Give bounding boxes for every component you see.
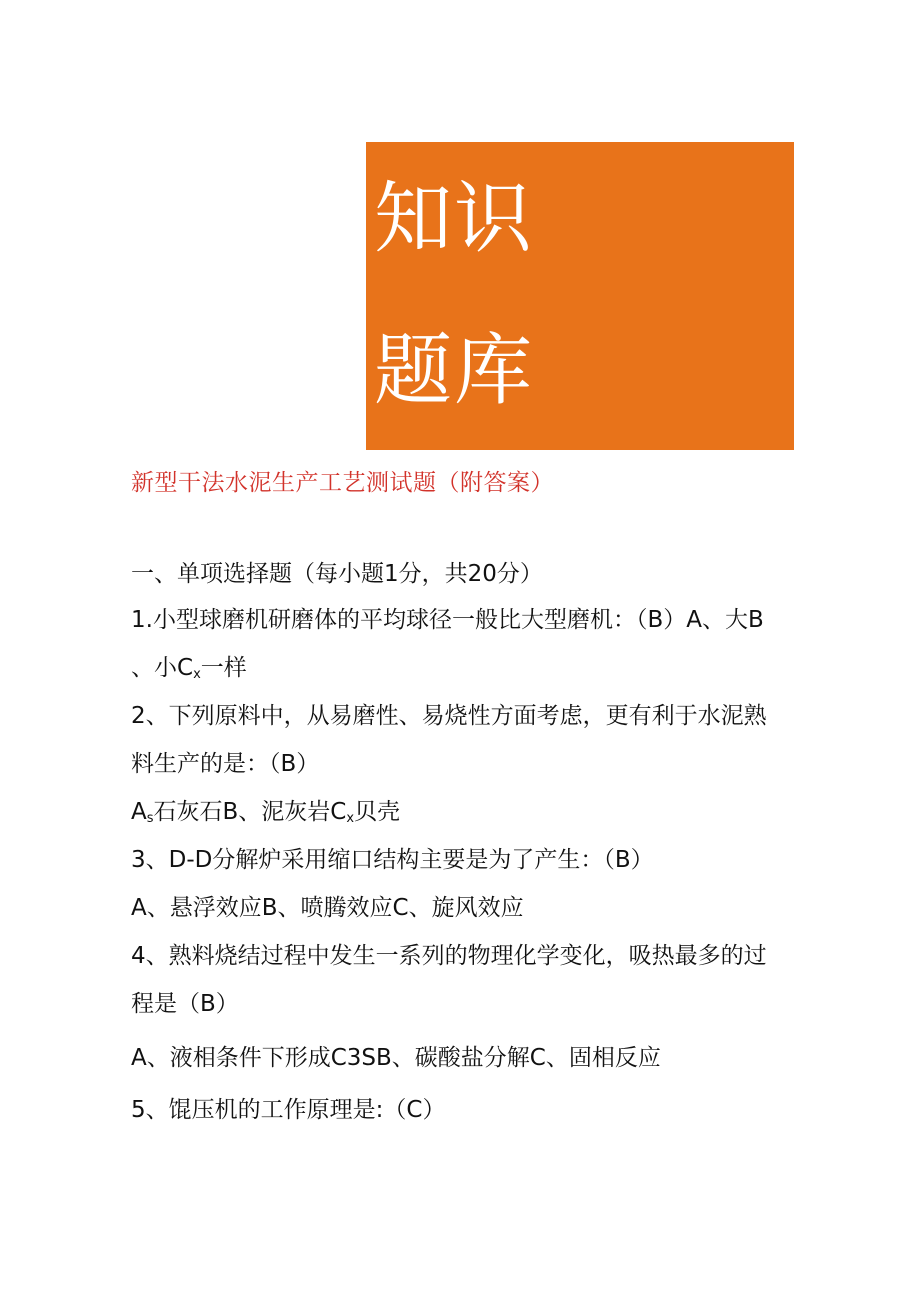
q1-subscript: x — [193, 667, 201, 682]
question-3-line-1: 3、D-D分解炉采用缩口结构主要是为了产生：（B） — [131, 847, 654, 873]
cover-block — [366, 142, 794, 450]
question-2-line-1: 2、下列原料中，从易磨性、易烧性方面考虑，更有利于水泥熟 — [131, 703, 767, 729]
cover-title-line-1: 知识 — [374, 174, 535, 264]
question-5-line-1: 5、馄压机的工作原理是:（C） — [131, 1097, 446, 1123]
section-heading: 一、单项选择题（每小题1分，共20分） — [131, 561, 543, 587]
question-3-options: A、悬浮效应B、喷腾效应C、旋风效应 — [131, 895, 524, 921]
question-4-options: A、液相条件下形成C3SB、碳酸盐分解C、固相反应 — [131, 1045, 661, 1071]
question-2-options — [131, 796, 400, 835]
q2-option-a-letter: A — [131, 799, 147, 825]
document-title: 新型干法水泥生产工艺测试题（附答案） — [131, 470, 554, 496]
q2-subscript-1: s — [146, 811, 154, 826]
q2-option-c-text: 贝壳 — [354, 799, 401, 825]
question-4-line-1: 4、熟料烧结过程中发生一系列的物理化学变化，吸热最多的过 — [131, 943, 767, 969]
q2-options-text: 石灰石B、泥灰岩C — [153, 799, 347, 825]
question-4-line-2: 程是（B） — [131, 991, 239, 1017]
question-1-line-1: 1.小型球磨机研磨体的平均球径一般比大型磨机：（B）A、大B — [131, 607, 764, 633]
cover-title-line-2: 题库 — [374, 326, 535, 416]
question-1-line-2 — [131, 652, 247, 691]
q2-subscript-2: x — [346, 811, 355, 826]
q1-option-b: 、小C — [131, 655, 194, 681]
q1-option-c: 一样 — [200, 655, 247, 681]
question-2-line-2: 料生产的是：（B） — [131, 751, 320, 777]
